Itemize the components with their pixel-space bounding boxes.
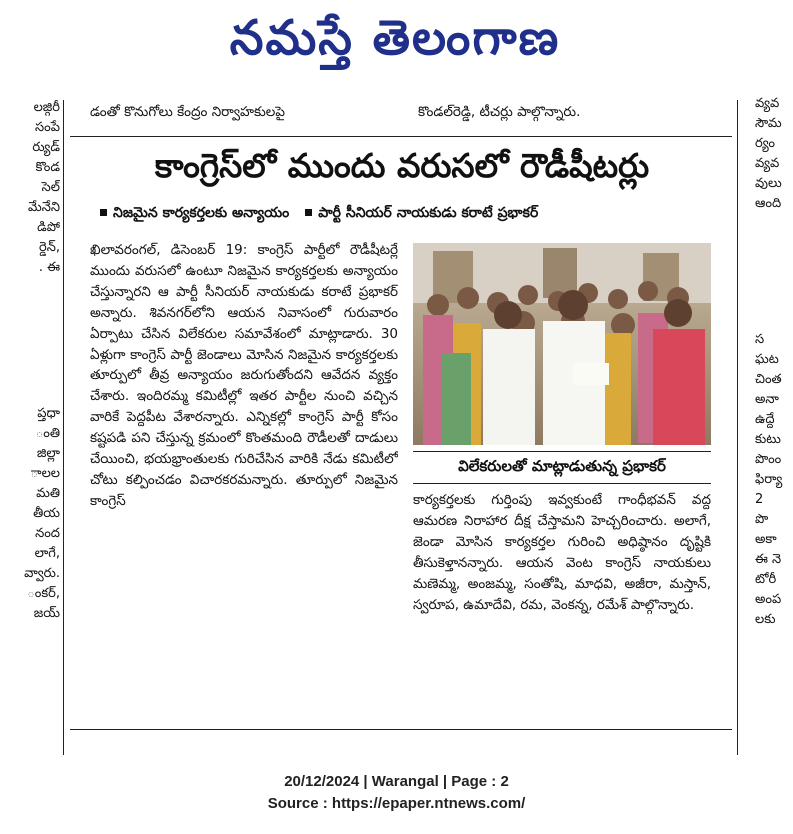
- edge-line: మేనేని: [27, 200, 60, 215]
- edge-line: . ఈ: [38, 260, 60, 275]
- subhead-1: [100, 205, 289, 224]
- article-subheads: [100, 202, 710, 226]
- edge-line: సెల్: [41, 180, 60, 195]
- photo-illustration: [413, 243, 711, 445]
- edge-line: ంకర్,: [27, 586, 60, 601]
- edge-line: ఫిర్యా: [755, 472, 783, 487]
- edge-line: ర్యం: [755, 136, 775, 151]
- subhead-2: [305, 205, 538, 224]
- photo-caption: విలేకరులతో మాట్లాడుతున్న ప్రభాకర్: [458, 457, 666, 475]
- edge-line: ఆంది: [755, 196, 782, 211]
- bullet-icon: [100, 209, 107, 216]
- edge-line: పొంం: [755, 452, 782, 467]
- edge-line: వ్యవ: [755, 96, 780, 111]
- edge-line: మతి: [36, 486, 60, 501]
- edge-line: తీయ: [33, 506, 60, 521]
- edge-line: సౌమ: [755, 116, 782, 131]
- newspaper-masthead: [150, 4, 640, 84]
- edge-line: నంద: [35, 526, 60, 541]
- edge-line: చింత: [755, 372, 782, 387]
- edge-line: లజ్గిరీ: [33, 100, 60, 115]
- edge-line: ఈ నె: [755, 552, 782, 567]
- edge-line: సంపే: [35, 120, 60, 135]
- article-body-right: కార్యకర్తలకు గుర్తింపు ఇవ్వకుంటే గాంధీభవన్ వద్ద ఆమరణ నిరాహార దీక్ష చేస్తామని హెచ్చరించారు. అలాగే, జెండా మోసిన కార్యకర్తల గురించి అధిష్ఠానం దృష్టికి తీసుకెళ్తానన్నారు. ఆయన వెంట కాంగ్రెస్ నాయకులు మణెమ్మ, అంజమ్మ, సంతోషి, మాధవి, అజీరా, మస్తాన్, స్వరూప, ఉమాదేవి, రమ, వెంకన్న, రమేశ్ పాల్గొన్నారు.: [413, 492, 711, 613]
- article-photo: [413, 243, 711, 445]
- column-rule-right: [737, 100, 738, 755]
- article-headline: కాంగ్రెస్‌లో ముందు వరుసలో రౌడీషీటర్లు: [154, 145, 650, 185]
- edge-line: ప్తధా: [37, 406, 60, 421]
- caption-rule-top: [413, 451, 711, 452]
- article-top-rule: [70, 136, 732, 137]
- left-edge-column-bottom: [0, 404, 60, 734]
- edge-line: వ్యవ: [755, 156, 780, 171]
- bullet-icon: [305, 209, 312, 216]
- prev-article-left-line: డంతో కొనుగోలు కేంద్రం నిర్వాహకులపై: [90, 104, 285, 120]
- edge-line: 2: [755, 492, 764, 507]
- edge-line: స: [755, 332, 765, 347]
- edge-line: లకు: [755, 612, 776, 627]
- edge-line: కుటు: [755, 432, 781, 447]
- edge-line: జిల్లా: [36, 446, 60, 461]
- subhead-2-text: పార్టీ సీనియర్ నాయకుడు కరాటే ప్రభాకర్: [318, 204, 539, 221]
- edge-line: అనా: [755, 392, 779, 407]
- article-body-left: ఖిలావరంగల్, డిసెంబర్ 19: కాంగ్రెస్ పార్టీలో రౌడీషీటర్లే ముందు వరుసలో ఉంటూ నిజమైన కార్యకర్తలకు అన్యాయం చేస్తున్నారని ఆ పార్టీ సీనియర్ నాయకుడు కరాటే ప్రభాకర్ అన్నారు. శివనగర్‌లోని ఆయన నివాసంలో గురువారం ఏర్పాటు చేసిన విలేకరుల సమావేశంలో మాట్లాడారు. 30 ఏళ్లుగా కాంగ్రెస్ పార్టీ జెండాలు మోసిన నిజమైన కార్యకర్తలకు తూర్పులో తీవ్ర అన్యాయం జరుగుతోందని ఆవేదన వ్యక్తం చేశారు. ఇందిరమ్మ కమిటీల్లో ఇతర పార్టీల నుంచి వచ్చిన వారికే పెద్దపీట వేశారన్నారు. ఎన్నికల్లో కాంగ్రెస్ పార్టీ కోసం కష్టపడి పని చేస్తున్న క్రమంలో కొంతమంది రౌడీలతో దాడులు చేయించి, భయభ్రాంతులకు గురిచేసిన వారికి నేడు కమిటీలో చోటు కల్పించడం విచారకరమన్నారు. తూర్పులో నిజమైన కాంగ్రెస్: [90, 242, 398, 509]
- masthead-title: నమస్తే తెలంగాణ: [229, 10, 561, 66]
- edge-line: అకా: [755, 532, 777, 547]
- edge-line: ాలల: [30, 466, 60, 481]
- column-rule-left: [63, 100, 64, 755]
- prev-article-right-line: కొండల్‌రెడ్డి, టీచర్లు పాల్గొన్నారు.: [418, 104, 581, 120]
- edge-line: టోరీ: [755, 572, 777, 587]
- edge-line: కొండ: [35, 160, 60, 175]
- footer-source: Source : https://epaper.ntnews.com/: [267, 795, 526, 812]
- edge-line: అంప: [755, 592, 782, 607]
- bottom-article-rule: [70, 729, 732, 730]
- next-article-headline-fragment: [84, 736, 720, 756]
- edge-line: ర్డెన్,: [39, 240, 60, 255]
- caption-rule-bottom: [413, 483, 711, 484]
- footer-date-edition: 20/12/2024 | Warangal | Page : 2: [284, 773, 509, 790]
- edge-line: వ్వారు.: [24, 566, 60, 581]
- edge-line: లాగే,: [34, 546, 60, 561]
- edge-line: వులు: [755, 176, 782, 191]
- subhead-1-text: నిజమైన కార్యకర్తలకు అన్యాయం: [113, 204, 290, 221]
- left-edge-column-top: [0, 98, 60, 283]
- right-edge-column-top: [755, 94, 793, 284]
- edge-line: జయ్: [33, 606, 60, 621]
- edge-line: ంతి: [35, 426, 60, 441]
- edge-line: ఉద్దే: [755, 412, 775, 427]
- edge-line: పొ: [755, 512, 769, 527]
- edge-line: ఘట: [755, 352, 779, 367]
- right-edge-column-bottom: [755, 330, 793, 750]
- edge-line: ర్యుడ్: [32, 140, 60, 155]
- edge-line: డిపో: [37, 220, 60, 235]
